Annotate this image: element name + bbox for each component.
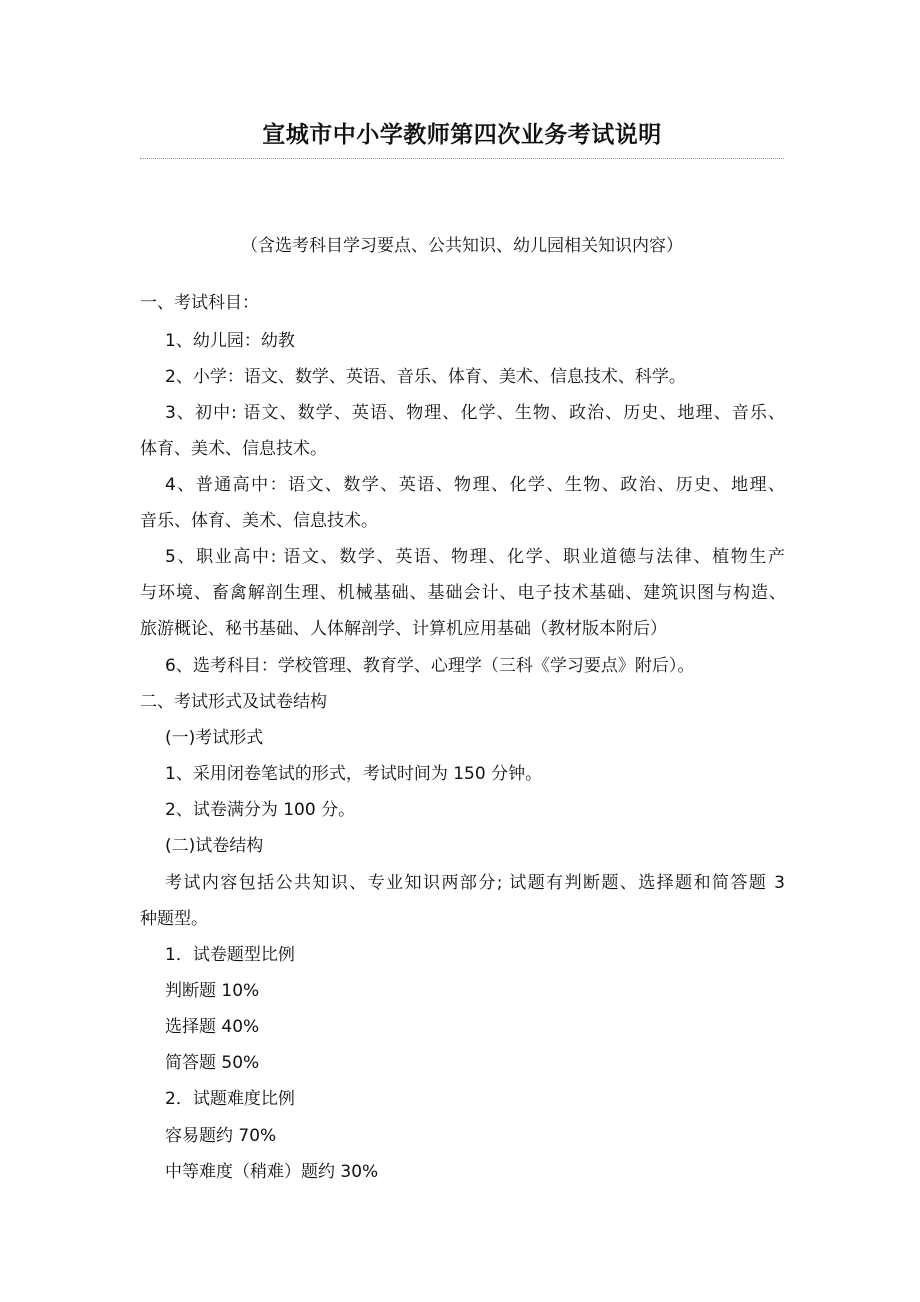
list-item-kindergarten: 1、幼儿园：幼教 (165, 331, 295, 351)
ratio-short-answer: 简答题 50% (165, 1053, 260, 1073)
list-item-senior-line2: 音乐、体育、美术、信息技术。 (140, 511, 378, 531)
ratio-true-false: 判断题 10% (165, 981, 260, 1001)
paragraph-content-line1: 考试内容包括公共知识、专业知识两部分; 试题有判断题、选择题和简答题 3 (165, 873, 785, 893)
list-item-full-score: 2、试卷满分为 100 分。 (165, 800, 356, 820)
section-heading-format: 二、考试形式及试卷结构 (140, 692, 327, 712)
document-subtitle: （含选考科目学习要点、公共知识、幼儿园相关知识内容） (241, 236, 683, 256)
ratio-multiple-choice: 选择题 40% (165, 1017, 260, 1037)
ratio-heading: 1．试卷题型比例 (165, 945, 295, 965)
paragraph-content-line2: 种题型。 (140, 909, 208, 929)
difficulty-medium: 中等难度（稍难）题约 30% (165, 1162, 379, 1182)
list-item-vocational-line2: 与环境、畜禽解剖生理、机械基础、基础会计、电子技术基础、建筑识图与构造、 (140, 583, 786, 603)
list-item-vocational-line1: 5、职业高中: 语文、数学、英语、物理、化学、职业道德与法律、植物生产 (165, 547, 785, 567)
list-item-vocational-line3: 旅游概论、秘书基础、人体解剖学、计算机应用基础（教材版本附后） (140, 619, 667, 639)
list-item-junior-line1: 3、初中: 语文、数学、英语、物理、化学、生物、政治、历史、地理、音乐、 (165, 403, 785, 423)
list-item-junior-line2: 体育、美术、信息技术。 (140, 439, 327, 459)
difficulty-heading: 2．试题难度比例 (165, 1089, 295, 1109)
list-item-elective: 6、选考科目：学校管理、教育学、心理学（三科《学习要点》附后）。 (165, 656, 695, 676)
list-item-primary: 2、小学：语文、数学、英语、音乐、体育、美术、信息技术、科学。 (165, 367, 686, 387)
list-item-senior-line1: 4、普通高中：语文、数学、英语、物理、化学、生物、政治、历史、地理、 (165, 475, 785, 495)
difficulty-easy: 容易题约 70% (165, 1126, 277, 1146)
section-heading-subjects: 一、考试科目： (140, 293, 259, 313)
title-divider (140, 158, 784, 159)
subsection-heading-paper-structure: (二)试卷结构 (165, 836, 264, 856)
list-item-exam-time: 1、采用闭卷笔试的形式，考试时间为 150 分钟。 (165, 764, 543, 784)
page-title: 宣城市中小学教师第四次业务考试说明 (262, 121, 662, 148)
subsection-heading-exam-form: (一)考试形式 (165, 728, 264, 748)
